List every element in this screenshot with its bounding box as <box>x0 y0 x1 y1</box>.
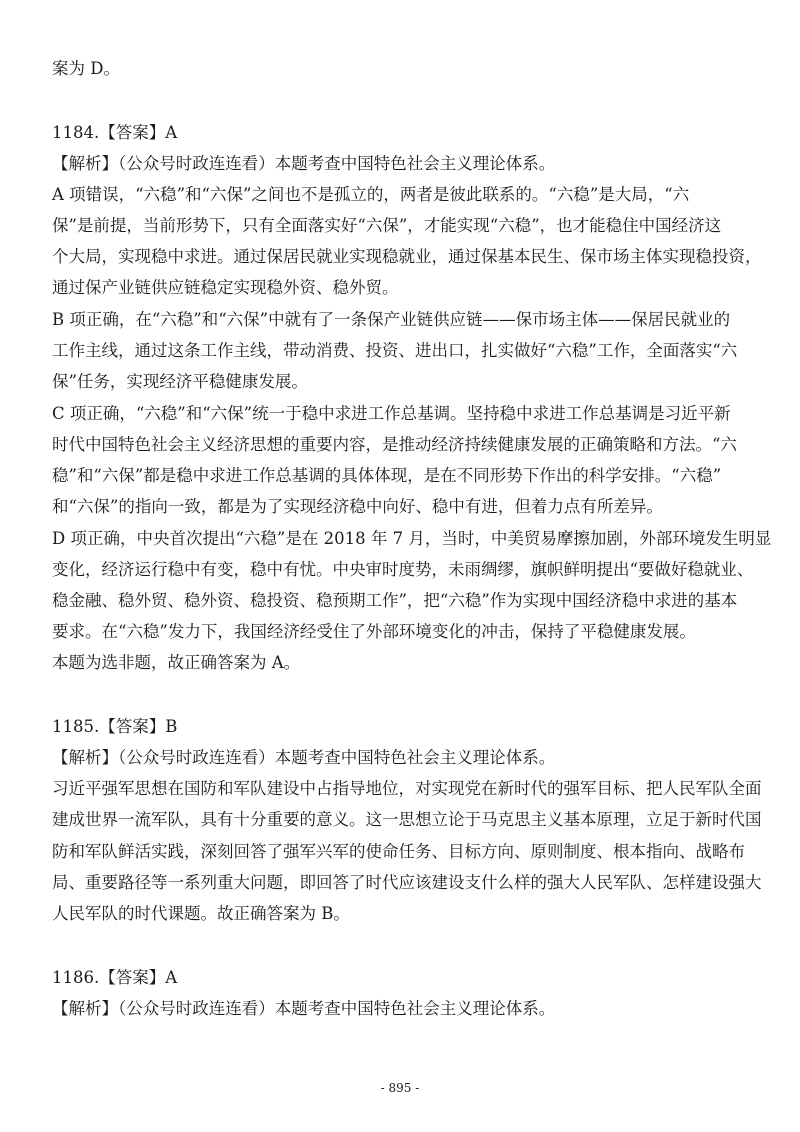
text-line: 建成世界一流军队，具有十分重要的意义。这一思想立论于马克思主义基本原理，立足于新时代国 <box>52 810 762 829</box>
text-line: 保”任务，实现经济平稳健康发展。 <box>52 372 308 391</box>
analysis-heading: 【解析】（公众号时政连连看）本题考查中国特色社会主义理论体系。 <box>52 999 556 1018</box>
answer-heading: 1186.【答案】A <box>52 968 178 987</box>
text-line: 通过保产业链供应链稳定实现稳外资、稳外贸。 <box>52 278 399 297</box>
text-line: 稳金融、稳外贸、稳外资、稳投资、稳预期工作”，把“六稳”作为实现中国经济稳中求进的基本 <box>52 591 738 610</box>
text-line: 要求。在“六稳”发力下，我国经济经受住了外部环境变化的冲击，保持了平稳健康发展。 <box>52 622 696 641</box>
text-line: 防和军队鲜活实践，深刻回答了强军兴军的使命任务、目标方向、原则制度、根本指向、战略布 <box>52 842 745 861</box>
analysis-heading: 【解析】（公众号时政连连看）本题考查中国特色社会主义理论体系。 <box>52 748 556 767</box>
text-line: 习近平强军思想在国防和军队建设中占指导地位，对实现党在新时代的强军目标、把人民军队全面 <box>52 779 762 798</box>
text-line: 保”是前提，当前形势下，只有全面落实好“六保”，才能实现“六稳”，也才能稳住中国经济这 <box>52 216 722 235</box>
text-line: 和“六保”的指向一致，都是为了实现经济稳中向好、稳中有进，但着力点有所差异。 <box>52 497 663 516</box>
text-line: 案为 D。 <box>52 59 120 78</box>
text-line: A 项错误，“六稳”和“六保”之间也不是孤立的，两者是彼此联系的。“六稳”是大局，“六 <box>52 185 690 204</box>
text-line: 时代中国特色社会主义经济思想的重要内容，是推动经济持续健康发展的正确策略和方法。“六 <box>52 435 737 454</box>
answer-heading: 1184.【答案】A <box>52 123 178 142</box>
page-number: - 895 - <box>380 1081 420 1095</box>
analysis-heading: 【解析】（公众号时政连连看）本题考查中国特色社会主义理论体系。 <box>52 154 556 173</box>
text-line: 人民军队的时代课题。故正确答案为 B。 <box>52 904 350 923</box>
answer-heading: 1185.【答案】B <box>52 717 178 736</box>
text-line: 工作主线，通过这条工作主线，带动消费、投资、进出口，扎实做好“六稳”工作，全面落实“六 <box>52 341 738 360</box>
text-line: 个大局，实现稳中求进。通过保居民就业实现稳就业，通过保基本民生、保市场主体实现稳投资， <box>52 247 762 266</box>
text-line: C 项正确，“六稳”和“六保”统一于稳中求进工作总基调。坚持稳中求进工作总基调是习近平新 <box>52 404 731 423</box>
text-line: B 项正确，在“六稳”和“六保”中就有了一条保产业链供应链——保市场主体——保居民就业的 <box>52 310 731 329</box>
text-line: 本题为选非题，故正确答案为 A。 <box>52 653 301 672</box>
text-line: D 项正确，中央首次提出“六稳”是在 2018 年 7 月，当时，中美贸易摩擦加剧，外部环境发生明显 <box>52 529 772 548</box>
text-line: 局、重要路径等一系列重大问题，即回答了时代应该建设支什么样的强大人民军队、怎样建设强大 <box>52 873 762 892</box>
text-line: 稳”和“六保”都是稳中求进工作总基调的具体体现，是在不同形势下作出的科学安排。“六稳” <box>52 466 722 485</box>
text-line: 变化，经济运行稳中有变，稳中有忧。中央审时度势，未雨绸缪，旗帜鲜明提出“要做好稳就业、 <box>52 560 754 579</box>
